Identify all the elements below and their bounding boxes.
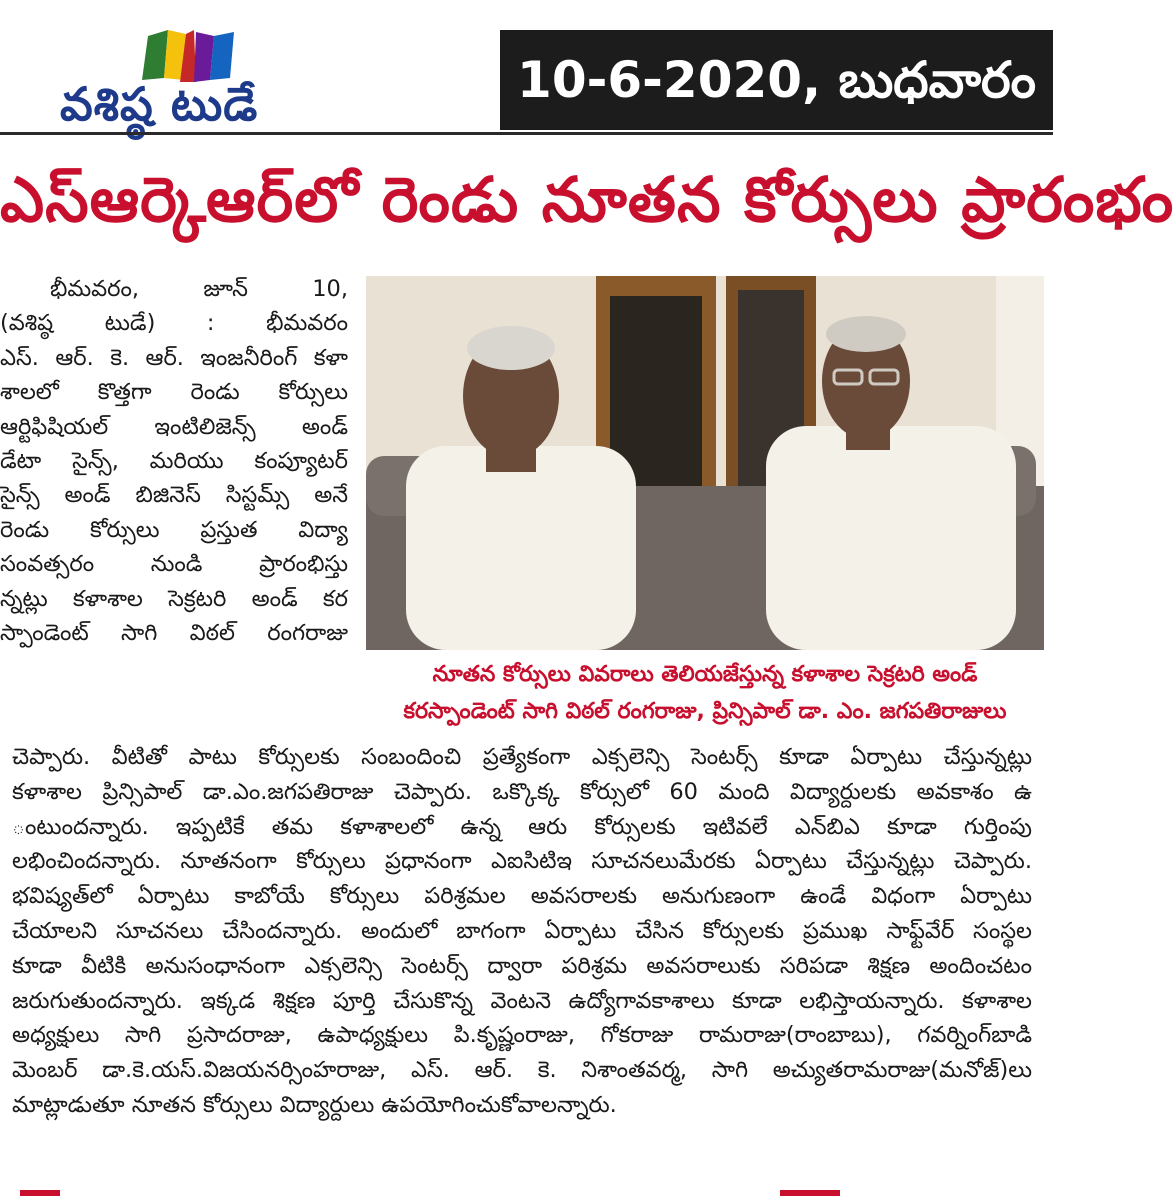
body-line: లభించిందన్నారు. నూతనంగా కోర్సులు ప్రధానంగా ఎఐసిటిఇ సూచనలుమేరకు ఏర్పాటు చేస్తున్నట్లు చెప్పారు.	[12, 848, 1032, 875]
body-line: చేయాలని సూచనలు చేసిందన్నారు. అందులో బాగంగా ఏర్పాటు చేసిన కోర్సులకు ప్రముఖ సాఫ్ట్‌వేర్ సంస్థల	[12, 917, 1032, 944]
book-pages-logo-icon	[134, 28, 244, 84]
lead-line: సైన్స్ అండ్ బిజినెస్ సిస్టమ్స్ అనే	[0, 482, 348, 509]
article-photo	[366, 276, 1044, 650]
article-body	[12, 740, 1032, 1123]
footer-accent	[0, 1186, 1053, 1196]
caption-line: కరస్పాండెంట్ సాగి విఠల్ రంగరాజు, ప్రిన్సిపాల్ డా. ఎం. జగపతిరాజులు	[403, 699, 1007, 724]
body-line: మాట్లాడుతూ నూతన కోర్సులు విద్యార్దులు ఉపయోగించుకోవాలన్నారు.	[12, 1091, 617, 1118]
lead-line: సంవత్సరం నుండి ప్రారంభిస్తు	[0, 551, 348, 578]
lead-line: ఎస్. ఆర్. కె. ఆర్. ఇంజనీరింగ్ కళా	[0, 344, 348, 371]
caption-line: నూతన కోర్సులు వివరాలు తెలియజేస్తున్న కళాశాల సెక్రటరి అండ్	[432, 662, 978, 687]
body-line: కళాశాల ప్రిన్సిపాల్ డా.ఎం.జగపతిరాజు చెప్పారు. ఒక్కొక్క కోర్సులో 60 మంది విద్యార్దులకు అవకాశం ఉ	[12, 778, 1032, 805]
logo-wordmark: వశిష్ఠ టుడే	[60, 77, 259, 131]
lead-line: శాలలో కొత్తగా రెండు కోర్సులు	[0, 379, 348, 406]
body-line: భవిష్యత్‌లో ఏర్పాటు కాబోయే కోర్సులు పరిశ్రమల అవసరాలకు అనుగుణంగా ఉండే విధంగా ఏర్పాటు	[12, 883, 1032, 910]
lead-line: ఆర్టిఫిషియల్ ఇంటిలిజెన్స్ అండ్	[0, 413, 348, 440]
lead-line: న్నట్లు కళాశాల సెక్రటరి అండ్ కర	[0, 585, 348, 612]
lead-line: (వశిష్ఠ టుడే) : భీమవరం	[0, 310, 348, 337]
article-headline: ఎస్ఆర్కెఆర్‌లో రెండు నూతన కోర్సులు ప్రారంభం	[0, 163, 1174, 236]
masthead-divider	[0, 132, 1053, 135]
lead-line: డేటా సైన్స్, మరియు కంప్యూటర్	[0, 448, 348, 475]
photo-scene	[366, 276, 1044, 650]
lead-line: స్పాండెంట్ సాగి విఠల్ రంగరాజు	[0, 620, 348, 647]
body-line: ంటుందన్నారు. ఇప్పటికే తమ కళాశాలలో ఉన్న ఆరు కోర్సులకు ఇటివలే ఎన్‌బిఎ కూడా గుర్తింపు	[12, 813, 1032, 840]
photo-caption	[366, 656, 1044, 736]
lead-line: రెండు కోర్సులు ప్రస్తుత విద్యా	[0, 516, 348, 543]
masthead	[0, 0, 1053, 140]
body-line: మెంబర్ డా.కె.యస్.విజయనర్సింహరాజు, ఎస్. ఆర్. కె. నిశాంతవర్మ, సాగి అచ్యుతరామరాజు(మనోజ్)లు	[12, 1057, 1032, 1084]
body-line: అధ్యక్షులు సాగి ప్రసాదరాజు, ఉపాధ్యక్షులు పి.కృష్ణంరాజు, గోకరాజు రామరాజు(రాంబాబు), గవర్నింగ్‌బాడి	[12, 1022, 1032, 1049]
body-line: జరుగుతుందన్నారు. ఇక్కడ శిక్షణ పూర్తి చేసుకొన్న వెంటనె ఉద్యోగావకాశాలు కూడా లభిస్తాయన్నారు. కళాశాల	[12, 987, 1032, 1014]
body-line: కూడా వీటికి అనుసంధానంగా ఎక్సలెన్సి సెంటర్స్ ద్వారా పరిశ్రమ అవసరాలుకు సరిపడా శిక్షణ అందించటం	[12, 952, 1032, 979]
lead-line: భీమవరం, జూన్ 10,	[50, 276, 348, 302]
article-lead-column	[0, 272, 348, 650]
newspaper-logo	[60, 28, 310, 131]
date-banner: 10-6-2020, బుధవారం	[500, 30, 1053, 130]
body-line: చెప్పారు. వీటితో పాటు కోర్సులకు సంబందించి ప్రత్యేకంగా ఎక్సలెన్సి సెంటర్స్ కూడా ఏర్పాటు చేస్తున్నట్లు	[12, 744, 1032, 770]
